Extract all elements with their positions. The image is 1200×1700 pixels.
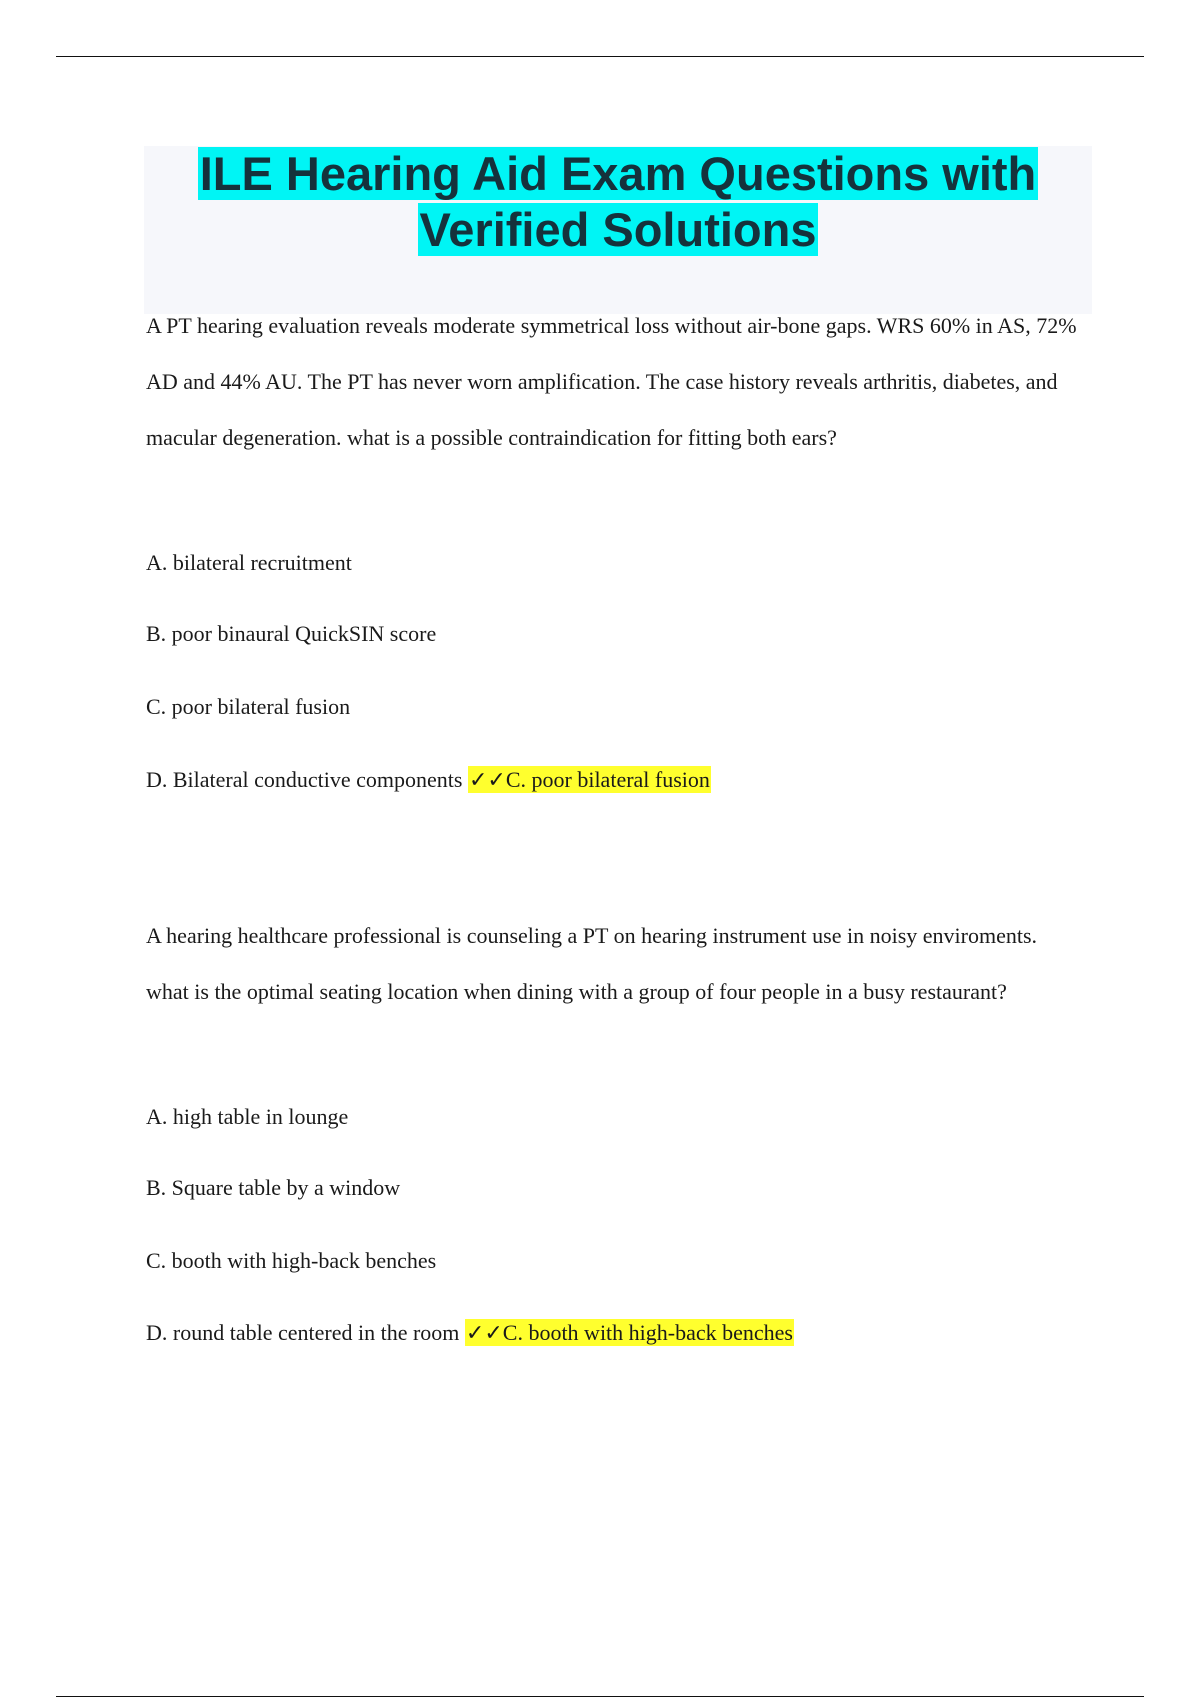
answer-highlight: ✓✓C. poor bilateral fusion bbox=[468, 767, 710, 792]
option-a: A. bilateral recruitment bbox=[146, 550, 352, 575]
option-a: A. high table in lounge bbox=[146, 1104, 349, 1129]
option-d-text: D. round table centered in the room bbox=[146, 1320, 460, 1345]
question-text: A hearing healthcare professional is counseling a PT on hearing instrument use in noisy enviroments. what is the optimal seating location when dining with a group of four people in a busy restaurant? bbox=[146, 923, 1038, 1004]
option-b: B. Square table by a window bbox=[146, 1175, 401, 1200]
option-c: C. poor bilateral fusion bbox=[146, 694, 351, 719]
option-d-text: D. Bilateral conductive components bbox=[146, 767, 463, 792]
question-text: A PT hearing evaluation reveals moderate symmetrical loss without air-bone gaps. WRS 60% in AS, 72% AD and 44% AU. The PT has never worn amplification. The case history reveals arthritis, diabetes, and macular degeneration. what is a possible contraindication for fitting both ears? bbox=[146, 313, 1077, 450]
title-band bbox=[144, 146, 1092, 314]
document-title bbox=[144, 146, 1092, 258]
bottom-rule bbox=[56, 1696, 1144, 1697]
option-d bbox=[146, 1318, 794, 1348]
option-b: B. poor binaural QuickSIN score bbox=[146, 621, 437, 646]
top-rule bbox=[56, 56, 1144, 57]
option-d bbox=[146, 765, 711, 795]
question-block-2 bbox=[146, 908, 1106, 1378]
answer-highlight: ✓✓C. booth with high-back benches bbox=[465, 1320, 793, 1345]
title-line-2: Verified Solutions bbox=[419, 203, 817, 256]
option-c: C. booth with high-back benches bbox=[146, 1248, 437, 1273]
question-block-1 bbox=[146, 298, 1106, 818]
title-line-1: ILE Hearing Aid Exam Questions with bbox=[199, 147, 1037, 200]
